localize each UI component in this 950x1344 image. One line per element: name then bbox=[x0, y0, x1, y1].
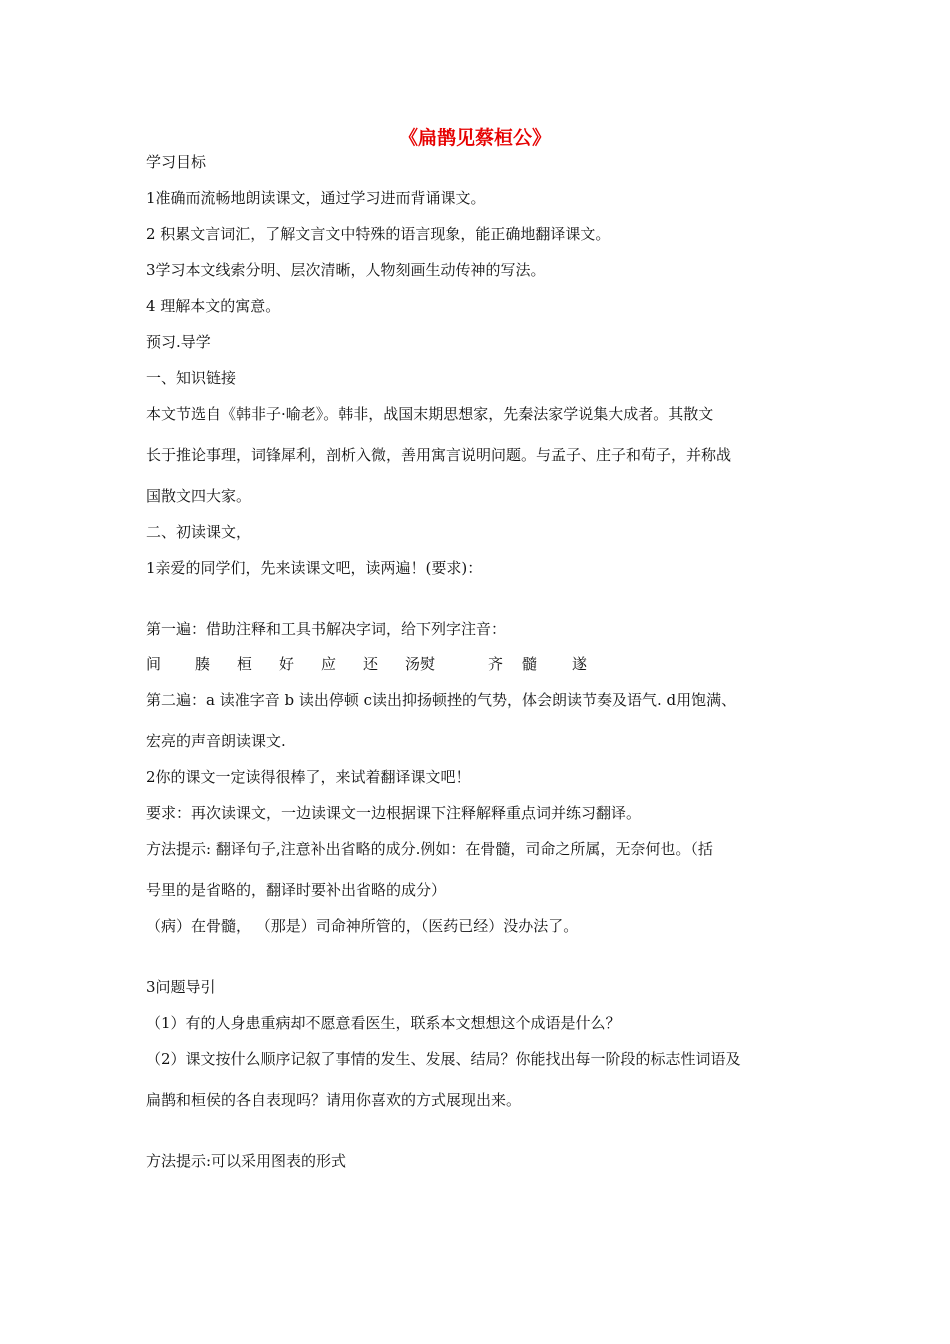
question-line: （1）有的人身患重病却不愿意看医生，联系本文想想这个成语是什么？ bbox=[146, 1014, 621, 1032]
part1-text-line: 长于推论事理，词锋犀利，剖析入微，善用寓言说明问题。与孟子、庄子和荀子，并称战 bbox=[146, 446, 732, 464]
phonetic-char: 应 bbox=[321, 655, 337, 673]
phonetic-char: 髓 bbox=[522, 655, 538, 673]
phonetic-char: 腠 bbox=[195, 655, 211, 673]
phonetic-char: 桓 bbox=[237, 655, 253, 673]
part1-text-line: 本文节选自《韩非子·喻老》。韩非，战国末期思想家，先秦法家学说集大成者。其散文 bbox=[146, 405, 714, 423]
second-reading-instruction: 宏亮的声音朗读课文. bbox=[146, 732, 286, 750]
part2-heading: 二、初读课文， bbox=[146, 523, 252, 541]
phonetic-char: 汤熨 bbox=[405, 655, 436, 673]
first-reading-instruction: 第一遍：借助注释和工具书解决字词，给下列字注音： bbox=[146, 620, 507, 638]
section-heading-preview: 预习.导学 bbox=[146, 333, 211, 351]
part1-text-line: 国散文四大家。 bbox=[146, 487, 252, 505]
phonetic-char: 齐 bbox=[488, 655, 504, 673]
goal-item: 3学习本文线索分明、层次清晰，人物刻画生动传神的写法。 bbox=[146, 261, 546, 279]
phonetic-char: 遂 bbox=[572, 655, 588, 673]
goal-item: 4 理解本文的寓意。 bbox=[146, 297, 281, 315]
phonetic-char: 还 bbox=[363, 655, 379, 673]
question-line: （2）课文按什么顺序记叙了事情的发生、发展、结局？你能找出每一阶段的标志性词语及 bbox=[146, 1050, 741, 1068]
phonetic-char-list bbox=[146, 654, 606, 674]
phonetic-char: 好 bbox=[279, 655, 295, 673]
method-tip-line: （病）在骨髓， （那是）司命神所管的，（医药已经）没办法了。 bbox=[146, 917, 579, 935]
goal-item: 1准确而流畅地朗读课文，通过学习进而背诵课文。 bbox=[146, 189, 486, 207]
reading-instruction-1: 1亲爱的同学们，先来读课文吧，读两遍！(要求)： bbox=[146, 559, 483, 577]
question-line: 扁鹊和桓侯的各自表现吗？请用你喜欢的方式展现出来。 bbox=[146, 1091, 522, 1109]
translation-intro: 2你的课文一定读得很棒了，来试着翻译课文吧！ bbox=[146, 768, 471, 786]
method-tip-chart: 方法提示:可以采用图表的形式 bbox=[146, 1152, 347, 1170]
part1-heading: 一、知识链接 bbox=[146, 369, 237, 387]
document-title: 《扁鹊见蔡桓公》 bbox=[398, 127, 551, 149]
method-tip-line: 方法提示: 翻译句子,注意补出省略的成分.例如：在骨髓，司命之所属，无奈何也。（括 bbox=[146, 840, 713, 858]
phonetic-char: 间 bbox=[146, 655, 162, 673]
goal-item: 2 积累文言词汇，了解文言文中特殊的语言现象，能正确地翻译课文。 bbox=[146, 225, 611, 243]
question-guide-heading: 3问题导引 bbox=[146, 978, 216, 996]
method-tip-line: 号里的是省略的，翻译时要补出省略的成分） bbox=[146, 881, 447, 899]
translation-requirement: 要求：再次读课文，一边读课文一边根据课下注释解释重点词并练习翻译。 bbox=[146, 804, 642, 822]
second-reading-instruction: 第二遍：a 读准字音 b 读出停顿 c读出抑扬顿挫的气势，体会朗读节奏及语气. d用饱满、 bbox=[146, 691, 737, 709]
section-heading-goals: 学习目标 bbox=[146, 153, 207, 171]
